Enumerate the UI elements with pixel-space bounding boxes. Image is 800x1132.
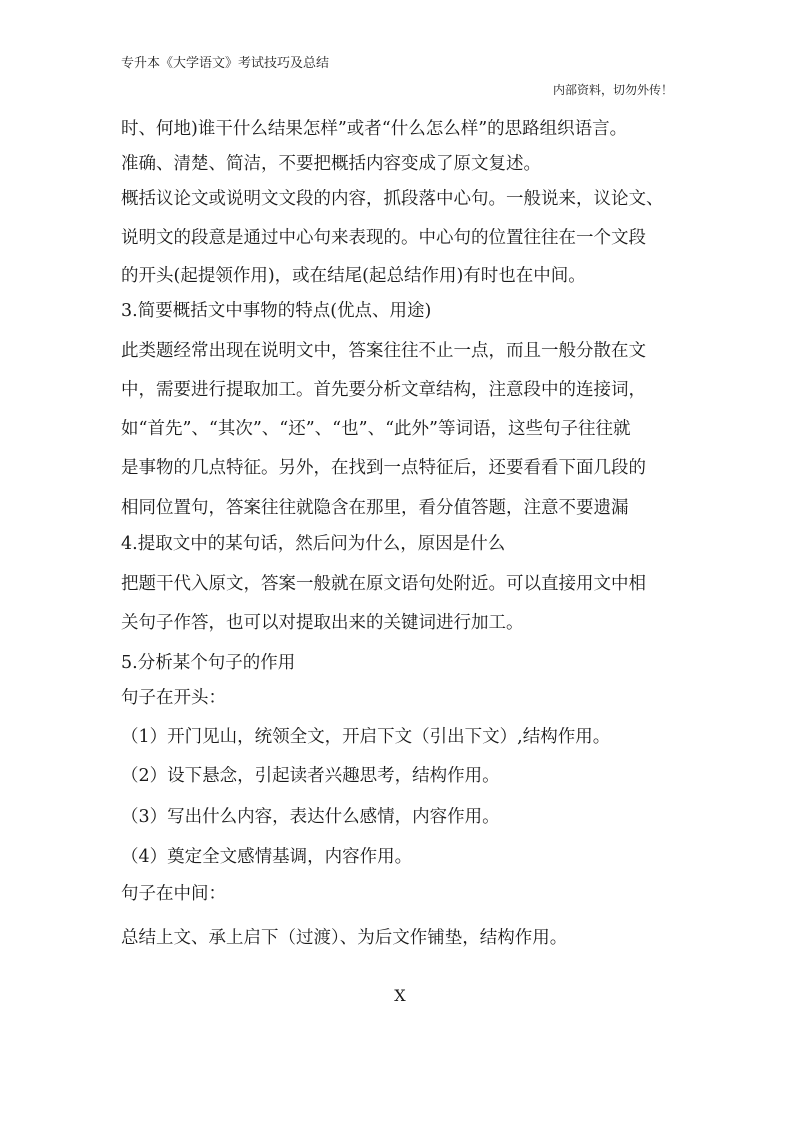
body-line: 中，需要进行提取加工。首先要分析文章结构，注意段中的连接词， <box>121 380 646 400</box>
list-item: （4）奠定全文感情基调，内容作用。 <box>121 847 413 867</box>
body-line: 此类题经常出现在说明文中，答案往往不止一点，而且一般分散在文 <box>121 341 646 361</box>
body-line: 概括议论文或说明文文段的内容，抓段落中心句。一般说来，议论文、 <box>121 189 664 209</box>
confidential-notice: 内部资料，切勿外传！ <box>552 83 673 97</box>
list-item: （1）开门见山，统领全文，开启下文（引出下文）,结构作用。 <box>121 727 611 747</box>
subheading-middle: 句子在中间： <box>121 884 226 904</box>
body-line: 关句子作答，也可以对提取出来的关键词进行加工。 <box>121 613 524 633</box>
document-header-title: 专升本《大学语文》考试技巧及总结 <box>121 56 330 71</box>
body-line: 把题干代入原文，答案一般就在原文语句处附近。可以直接用文中相 <box>121 574 646 594</box>
subheading-start: 句子在开头： <box>121 688 226 708</box>
list-item: （2）设下悬念，引起读者兴趣思考，结构作用。 <box>121 766 500 786</box>
body-line: 说明文的段意是通过中心句来表现的。中心句的位置往往在一个文段 <box>121 228 646 248</box>
section-heading-3: 3.简要概括文中事物的特点(优点、用途) <box>121 301 432 321</box>
body-line: 的开头(起提领作用)，或在结尾(起总结作用)有时也在中间。 <box>121 266 586 286</box>
body-line: 时、何地)谁干什么结果怎样”或者“什么怎么样”的思路组织语言。 <box>121 119 628 139</box>
body-line: 总结上文、承上启下（过渡）、为后文作铺垫，结构作用。 <box>121 928 568 948</box>
section-heading-5: 5.分析某个句子的作用 <box>121 653 296 673</box>
body-line: 准确、清楚、简洁，不要把概括内容变成了原文复述。 <box>121 154 541 174</box>
body-line: 如“首先”、“其次”、“还”、“也”、“此外”等词语，这些句子往往就 <box>121 419 631 439</box>
body-line: 是事物的几点特征。另外，在找到一点特征后，还要看看下面几段的 <box>121 458 646 478</box>
page-number: X <box>394 986 406 1005</box>
section-heading-4: 4.提取文中的某句话，然后问为什么，原因是什么 <box>121 534 506 554</box>
body-line: 相同位置句，答案往往就隐含在那里，看分值答题，注意不要遗漏 <box>121 498 629 518</box>
list-item: （3）写出什么内容，表达什么感情，内容作用。 <box>121 807 500 827</box>
